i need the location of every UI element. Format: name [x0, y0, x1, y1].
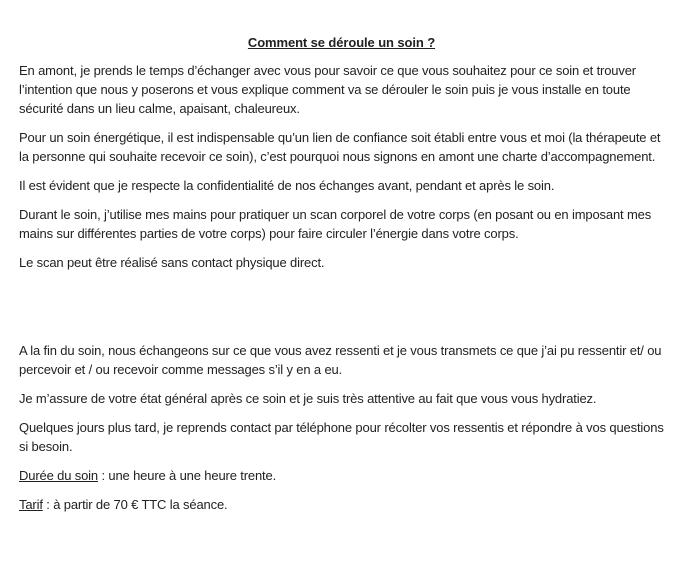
price-value: : à partir de 70 € TTC la séance.: [42, 497, 228, 512]
duration-value: : une heure à une heure trente.: [98, 468, 277, 483]
duration-label: Durée du soin: [19, 468, 98, 483]
paragraph-during-care: Durant le soin, j’utilise mes mains pour pratiquer un scan corporel de votre corps (en posant ou en imposant mes mains sur différentes parties de votre corps) pour faire circuler l’énergie dans votre corps.: [19, 207, 652, 241]
paragraph-scan: Le scan peut être réalisé sans contact physique direct.: [19, 255, 325, 270]
paragraph-intro: En amont, je prends le temps d’échanger avec vous pour savoir ce que vous souhaitez pour ce soin et trouver l’intention que nous y poserons et vous explique comment va se dérouler le soin puis je vous installe en toute sécurité dans un lieu calme, apaisant, chaleureux.: [19, 63, 636, 116]
document-title: Comment se déroule un soin ?: [247, 35, 436, 50]
paragraph-end-of-care: A la fin du soin, nous échangeons sur ce que vous avez ressenti et je vous transmets ce que j’ai pu ressentir et/ ou percevoir et / ou recevoir comme messages s’il y en a eu.: [19, 343, 662, 377]
document-page: [19, 34, 664, 524]
paragraph-follow-up: Quelques jours plus tard, je reprends contact par téléphone pour récolter vos ressentis et répondre à vos questions si besoin.: [19, 420, 664, 454]
paragraph-hydration: Je m’assure de votre état général après ce soin et je suis très attentive au fait que vous vous hydratiez.: [19, 391, 597, 406]
blank-space: [19, 282, 664, 341]
paragraph-trust: Pour un soin énergétique, il est indispensable qu’un lien de confiance soit établi entre vous et moi (la thérapeute et la personne qui souhaite recevoir ce soin), c’est pourquoi nous signons en amont une charte d’accompagnement.: [19, 130, 661, 164]
price-label: Tarif: [19, 497, 43, 512]
price-line: [19, 495, 664, 514]
duration-line: [19, 466, 664, 485]
paragraph-confidentiality: Il est évident que je respecte la confidentialité de nos échanges avant, pendant et après le soin.: [19, 178, 555, 193]
